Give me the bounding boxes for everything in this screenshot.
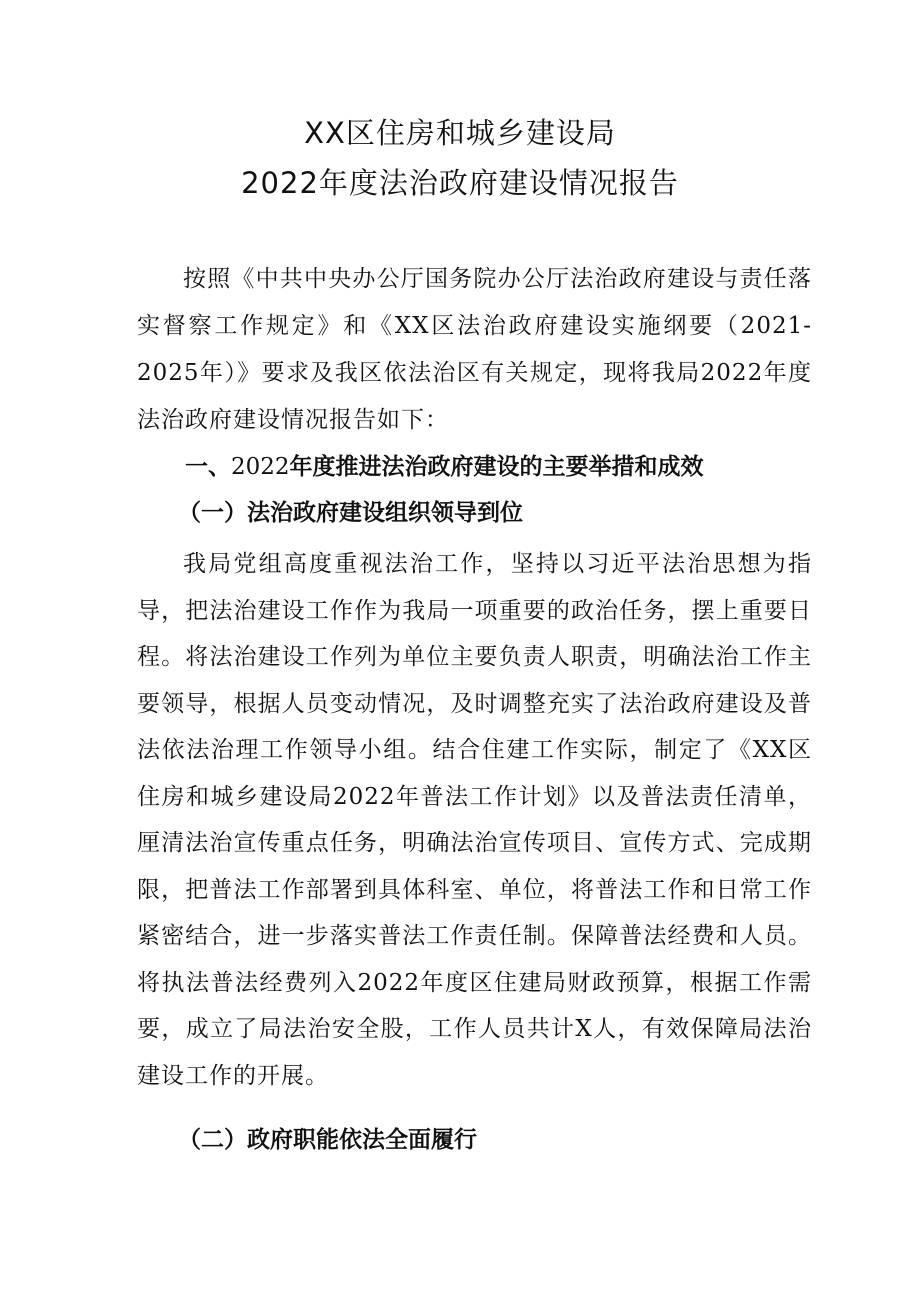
title-line-1: XX区住房和城乡建设局 — [304, 116, 616, 150]
section-heading-1-year: 2022 — [231, 454, 290, 480]
title-line-2: 2022年度法治政府建设情况报告 — [241, 166, 679, 200]
subsection-heading-2: （二）政府职能依法全面履行 — [178, 1127, 477, 1153]
document-title — [0, 108, 920, 208]
section-heading-1-text: 年度推进法治政府建设的主要举措和成效 — [289, 454, 704, 480]
section-heading-1-prefix: 一、 — [185, 454, 231, 480]
subsection-1-paragraph: 我局党组高度重视法治工作，坚持以习近平法治思想为指导，把法治建设工作作为我局一项重要的政治任务，摆上重要日程。将法治建设工作列为单位主要负责人职责，明确法治工作主要领导，根据人员变动情况，及时调整充实了法治政府建设及普法依法治理工作领导小组。结合住建工作实际，制定了《XX区住房和城乡建设局2022年普法工作计划》以及普法责任清单，厘清法治宣传重点任务，明确法治宣传项目、宣传方式、完成期限，把普法工作部署到具体科室、单位，将普法工作和日常工作紧密结合，进一步落实普法工作责任制。保障普法经费和人员。将执法普法经费列入2022年度区住建局财政预算，根据工作需要，成立了局法治安全股，工作人员共计X人，有效保障局法治建设工作的开展。 — [137, 551, 812, 1089]
section-heading-1 — [185, 447, 825, 487]
subsection-heading-1: （一）法治政府建设组织领导到位 — [178, 500, 523, 526]
intro-paragraph: 按照《中共中央办公厅国务院办公厅法治政府建设与责任落实督察工作规定》和《XX区法治政府建设实施纲要（2021-2025年）》要求及我区依法治区有关规定，现将我局2022年度法治政府建设情况报告如下： — [137, 266, 812, 433]
